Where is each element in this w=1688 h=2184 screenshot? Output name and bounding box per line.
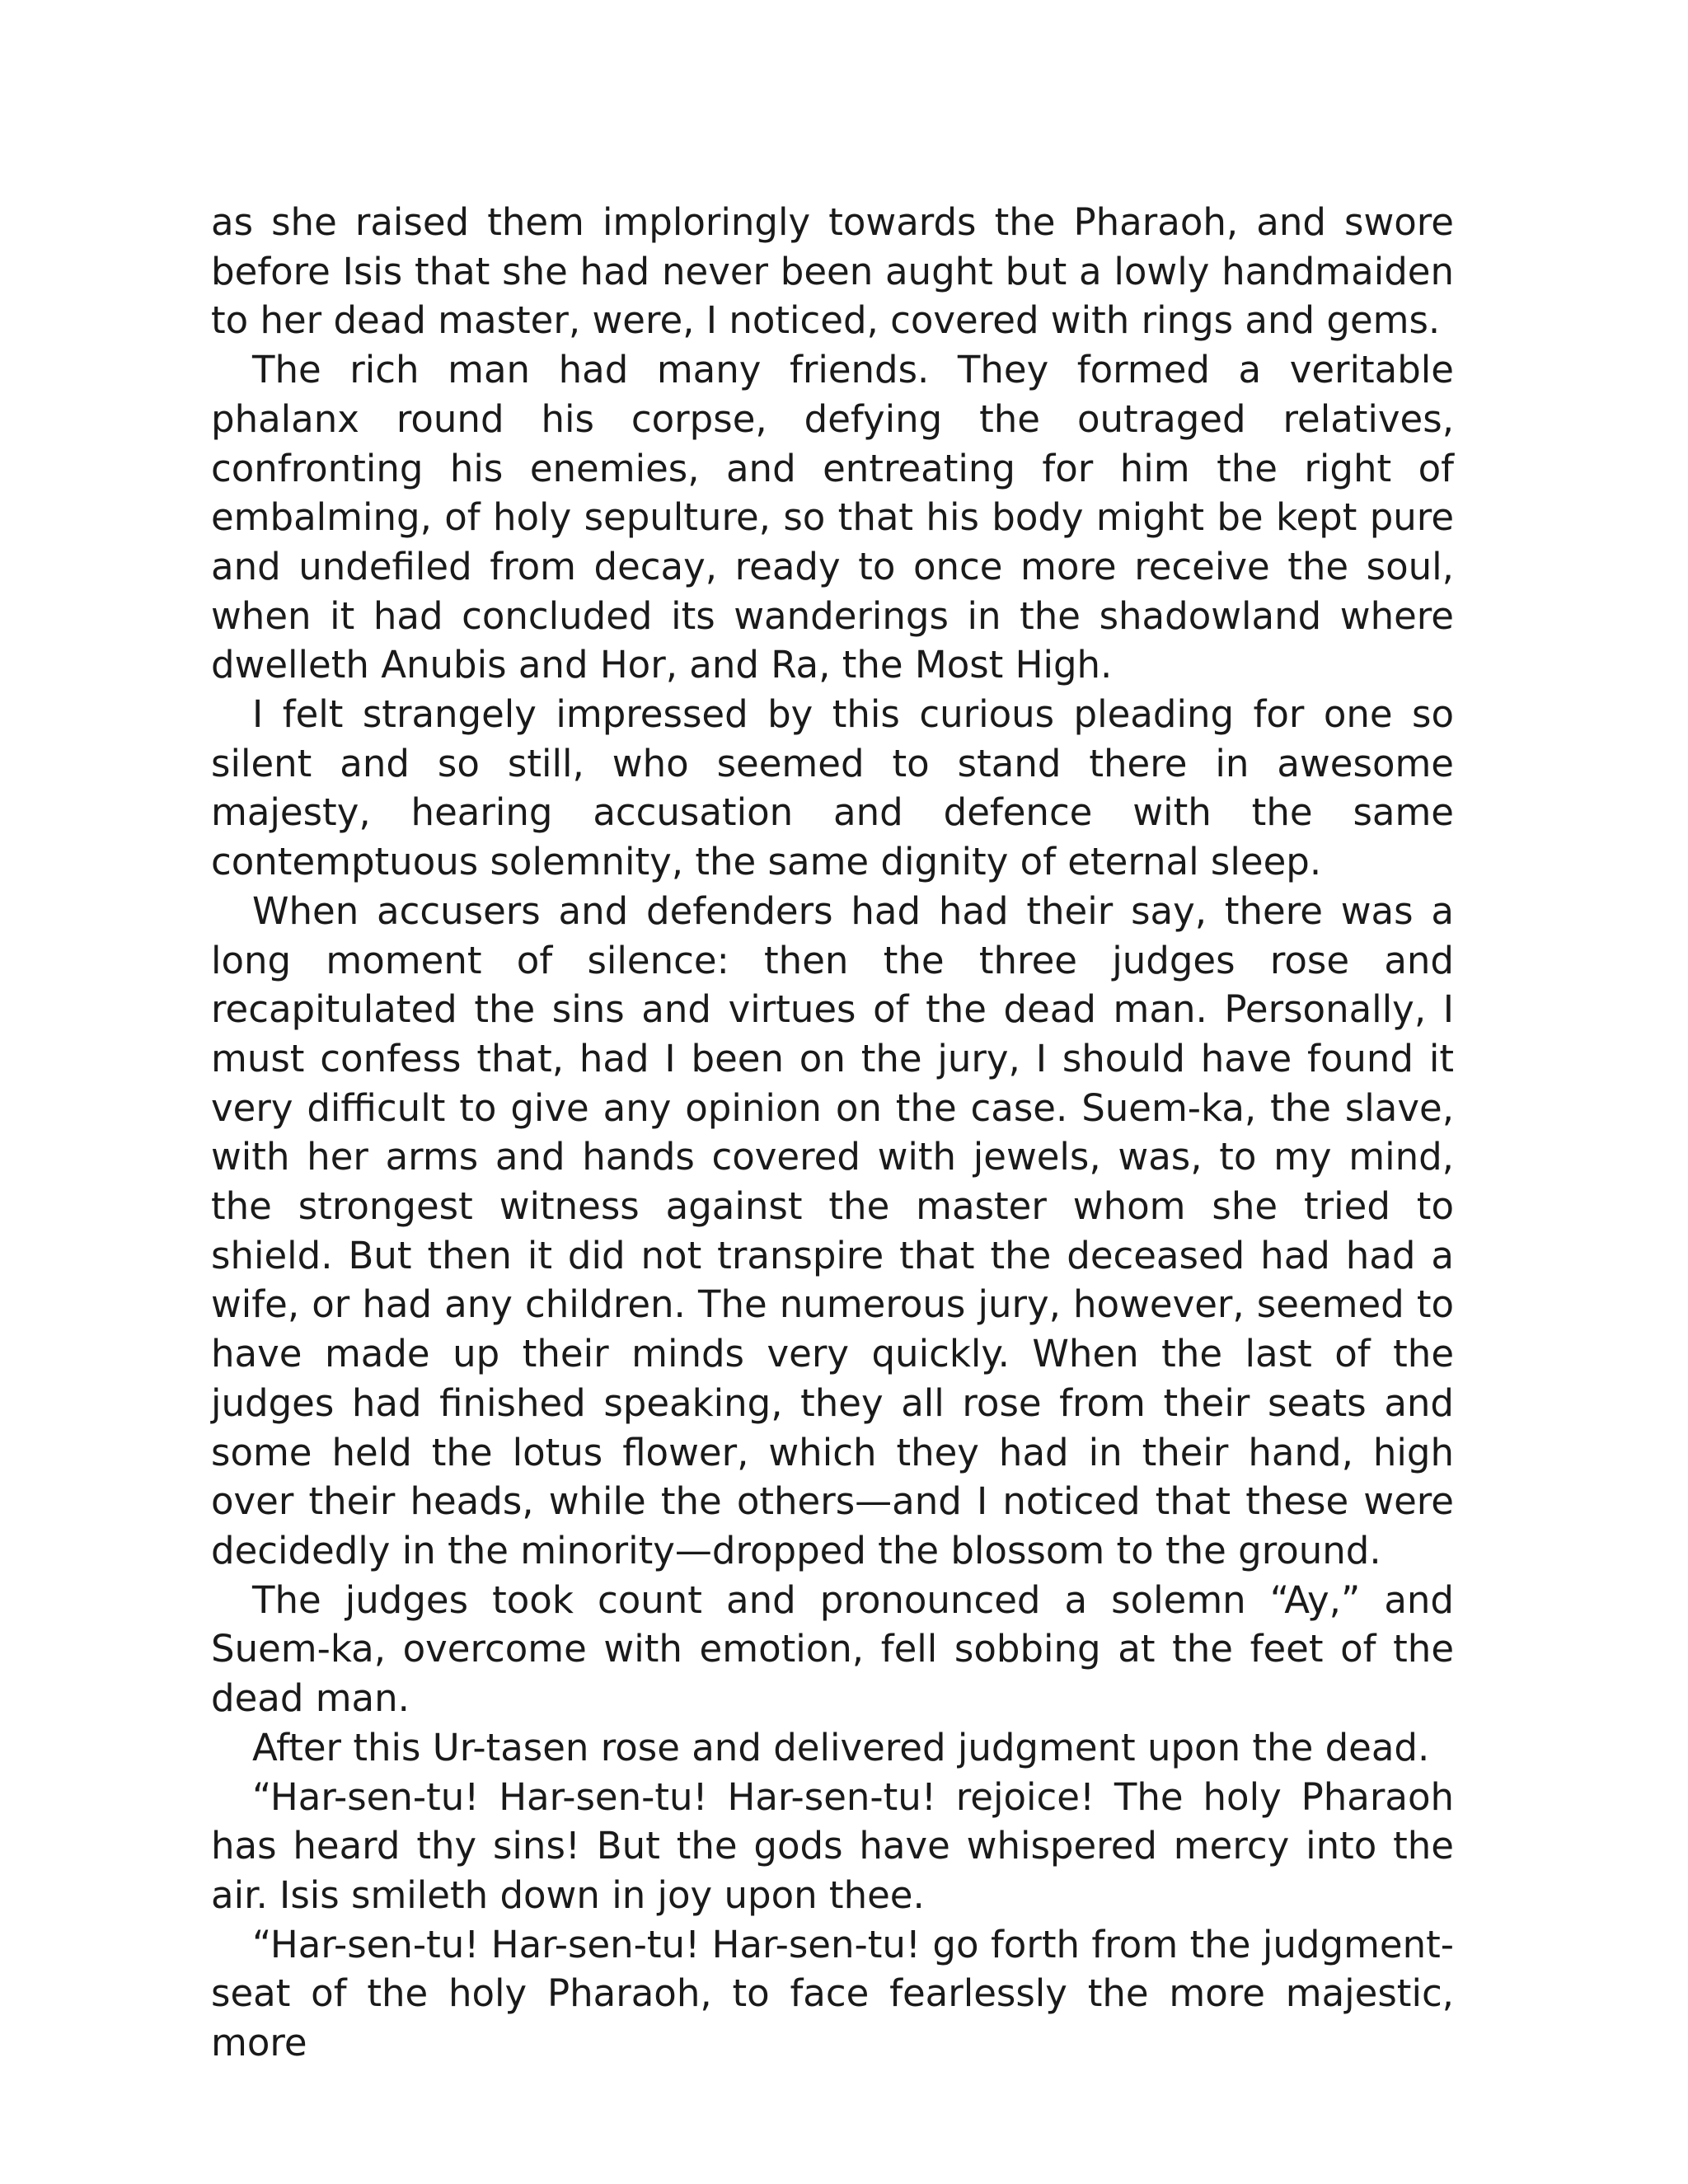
paragraph-4: When accusers and defenders had had their say, there was a long moment of silence: then the three judges rose and recapitulated the sins and virtues of the dead man. Personally, I must confess that, had I been on the jury, I should have found it very difficult to give any opinion on the case. Suem-ka, the slave, with her arms and hands covered with jewels, was, to my mind, the strongest witness against the master whom she tried to shield. But then it did not transpire that the deceased had had a wife, or had any children. The numerous jury, however, seemed to have made up their minds very quickly. When the last of the judges had finished speaking, they all rose from their seats and some held the lotus flower, which they had in their hand, high over their heads, while the others—and I noticed that these were decidedly in the minority—dropped the blossom to the ground. (211, 888, 1454, 1572)
paragraph-6: After this Ur-tasen rose and delivered judgment upon the dead. (252, 1725, 1430, 1769)
paragraph-5: The judges took count and pronounced a solemn “Ay,” and Suem-ka, overcome with emotion, fell sobbing at the feet of the dead man. (211, 1577, 1454, 1721)
body-text (211, 198, 1454, 2068)
paragraph-2: The rich man had many friends. They formed a veritable phalanx round his corpse, defying the outraged relatives, confronting his enemies, and entreating for him the right of embalming, of holy sepulture, so that his body might be kept pure and undefiled from decay, ready to once more receive the soul, when it had concluded its wanderings in the shadowland where dwelleth Anubis and Hor, and Ra, the Most High. (211, 348, 1454, 687)
paragraph-1: as she raised them imploringly towards the Pharaoh, and swore before Isis that she had never been aught but a lowly handmaiden to her dead master, were, I noticed, covered with rings and gems. (211, 200, 1454, 343)
paragraph-3: I felt strangely impressed by this curious pleading for one so silent and so still, who seemed to stand there in awesome majesty, hearing accusation and defence with the same contemptuous solemnity, the same dignity of eternal sleep. (211, 692, 1454, 884)
paragraph-8: “Har-sen-tu! Har-sen-tu! Har-sen-tu! go forth from the judgment-seat of the holy Pharaoh, to face fearlessly the more majestic, more (211, 1922, 1454, 2065)
paragraph-7: “Har-sen-tu! Har-sen-tu! Har-sen-tu! rejoice! The holy Pharaoh has heard thy sins! But the gods have whispered mercy into the air. Isis smileth down in joy upon thee. (211, 1774, 1454, 1917)
